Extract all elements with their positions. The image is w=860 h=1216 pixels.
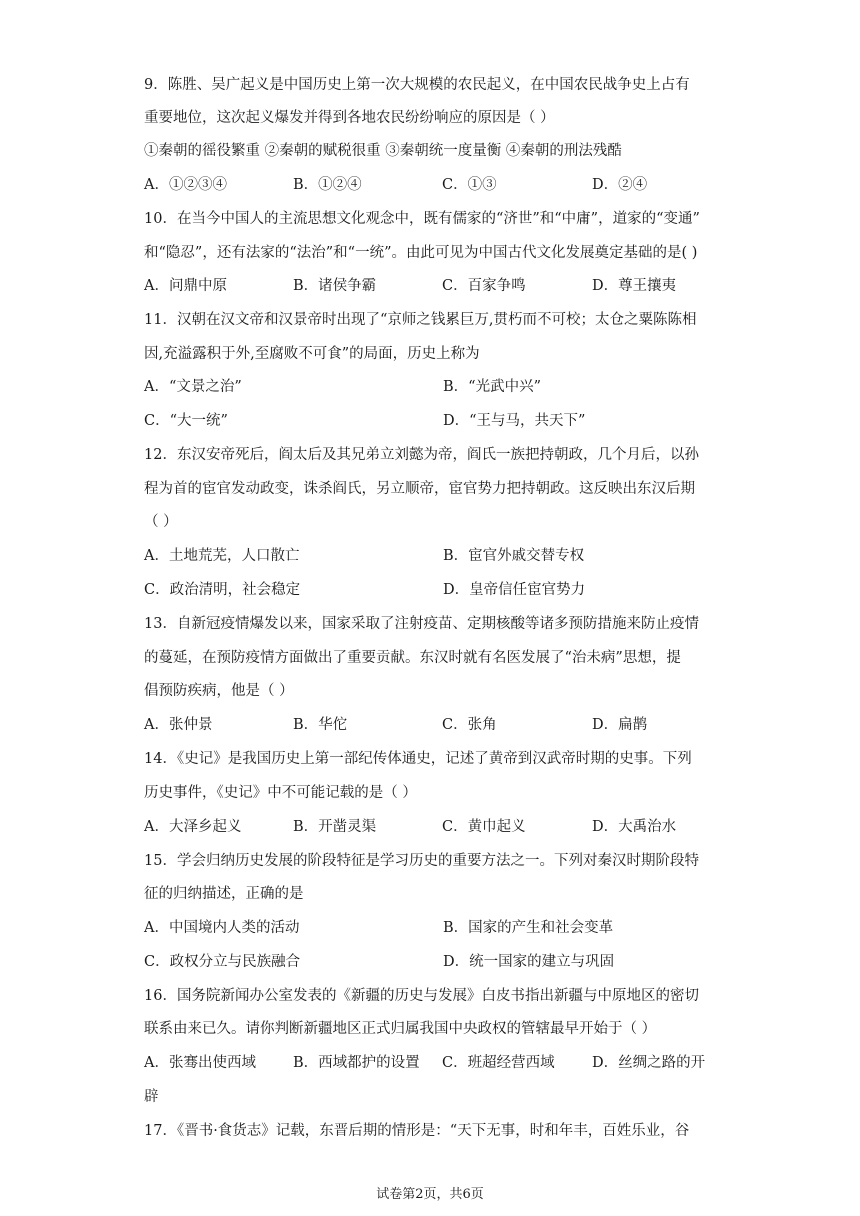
q16-stem-line-2: 联系由来已久。请你判断新疆地区正式归属我国中央政权的管辖最早开始于（ ） <box>144 1021 657 1037</box>
q13-stem-line-2: 的蔓延，在预防疫情方面做出了重要贡献。东汉时就有名医发展了“治未病”思想，提 <box>144 650 681 666</box>
q9-stem-line-3: ①秦朝的徭役繁重 ②秦朝的赋税很重 ③秦朝统一度量衡 ④秦朝的刑法残酷 <box>144 143 622 159</box>
q17-stem-line-1: 17．《晋书·食货志》记载，东晋后期的情形是：“天下无事，时和年丰，百姓乐业，谷 <box>144 1123 690 1139</box>
q15-stem-line-2: 征的归纳描述，正确的是 <box>144 886 304 902</box>
q10-option-d: D．尊王攘夷 <box>592 278 677 294</box>
q15-stem-line-1: 15．学会归纳历史发展的阶段特征是学习历史的重要方法之一。下列对秦汉时期阶段特 <box>144 853 699 869</box>
q10-stem-line-1: 10．在当今中国人的主流思想文化观念中，既有儒家的“济世”和“中庸”，道家的“变通” <box>144 211 700 227</box>
q14-option-b: B．开凿灵渠 <box>293 819 377 835</box>
q10-option-a: A．问鼎中原 <box>144 278 227 294</box>
q12-stem-line-1: 12．东汉安帝死后，阎太后及其兄弟立刘懿为帝，阎氏一族把持朝政，几个月后，以孙 <box>144 447 699 463</box>
q12-option-c: C．政治清明，社会稳定 <box>144 582 301 598</box>
q15-option-c: C．政权分立与民族融合 <box>144 954 301 970</box>
q14-option-d: D．大禹治水 <box>592 819 677 835</box>
q11-option-d: D．“王与马，共天下” <box>443 413 586 429</box>
q13-option-c: C．张角 <box>442 717 497 733</box>
q15-option-a: A．中国境内人类的活动 <box>144 920 300 936</box>
q16-option-d-continuation: 辟 <box>144 1089 159 1105</box>
q11-option-c: C．“大一统” <box>144 413 228 429</box>
q9-stem-line-2: 重要地位，这次起义爆发并得到各地农民纷纷响应的原因是（ ） <box>144 110 555 126</box>
q13-option-d: D．扁鹊 <box>592 717 648 733</box>
q11-stem-line-1: 11．汉朝在汉文帝和汉景帝时出现了“京师之钱累巨万,贯朽而不可校；太仓之粟陈陈相 <box>144 312 697 328</box>
q12-option-b: B．宦官外戚交替专权 <box>443 548 585 564</box>
q9-option-c: C．①③ <box>442 177 497 193</box>
q14-stem-line-2: 历史事件，《史记》中不可能记载的是（ ） <box>144 785 417 801</box>
q16-option-a: A．张骞出使西域 <box>144 1055 256 1071</box>
q11-option-a: A．“文景之治” <box>144 379 242 395</box>
q12-stem-line-3: （ ） <box>144 514 178 530</box>
q14-option-a: A．大泽乡起义 <box>144 819 242 835</box>
q9-option-d: D．②④ <box>592 177 648 193</box>
q12-option-a: A．土地荒芜，人口散亡 <box>144 548 300 564</box>
q9-stem-line-1: 9．陈胜、吴广起义是中国历史上第一次大规模的农民起义，在中国农民战争史上占有 <box>144 77 690 93</box>
q13-stem-line-3: 倡预防疾病，他是（ ） <box>144 683 294 699</box>
q11-stem-line-2: 因,充溢露积于外,至腐败不可食”的局面，历史上称为 <box>144 346 480 362</box>
q16-option-c: C．班超经营西域 <box>442 1055 555 1071</box>
q10-option-b: B．诸侯争霸 <box>293 278 377 294</box>
q11-option-b: B．“光武中兴” <box>443 379 541 395</box>
q15-option-d: D．统一国家的建立与巩固 <box>443 954 615 970</box>
q9-option-b: B．①②④ <box>293 177 362 193</box>
q10-stem-line-2: 和“隐忍”，还有法家的“法治”和“一统”。由此可见为中国古代文化发展奠定基础的是( ) <box>144 245 698 261</box>
q10-option-c: C．百家争鸣 <box>442 278 526 294</box>
page-footer: 试卷第2页，共6页 <box>376 1187 484 1202</box>
q15-option-b: B．国家的产生和社会变革 <box>443 920 614 936</box>
q9-option-a: A．①②③④ <box>144 177 227 193</box>
q13-stem-line-1: 13．自新冠疫情爆发以来，国家采取了注射疫苗、定期核酸等诸多预防措施来防止疫情 <box>144 616 699 632</box>
q12-option-d: D．皇帝信任宦官势力 <box>443 582 586 598</box>
q14-option-c: C．黄巾起义 <box>442 819 526 835</box>
q16-option-d: D．丝绸之路的开 <box>592 1055 706 1071</box>
q13-option-a: A．张仲景 <box>144 717 213 733</box>
q14-stem-line-1: 14．《史记》是我国历史上第一部纪传体通史，记述了黄帝到汉武帝时期的史事。下列 <box>144 751 692 767</box>
q16-stem-line-1: 16．国务院新闻办公室发表的《新疆的历史与发展》白皮书指出新疆与中原地区的密切 <box>144 988 699 1004</box>
q16-option-b: B．西域都护的设置 <box>293 1055 420 1071</box>
q13-option-b: B．华佗 <box>293 717 348 733</box>
q12-stem-line-2: 程为首的宦官发动政变，诛杀阎氏，另立顺帝，宦官势力把持朝政。这反映出东汉后期 <box>144 481 695 497</box>
